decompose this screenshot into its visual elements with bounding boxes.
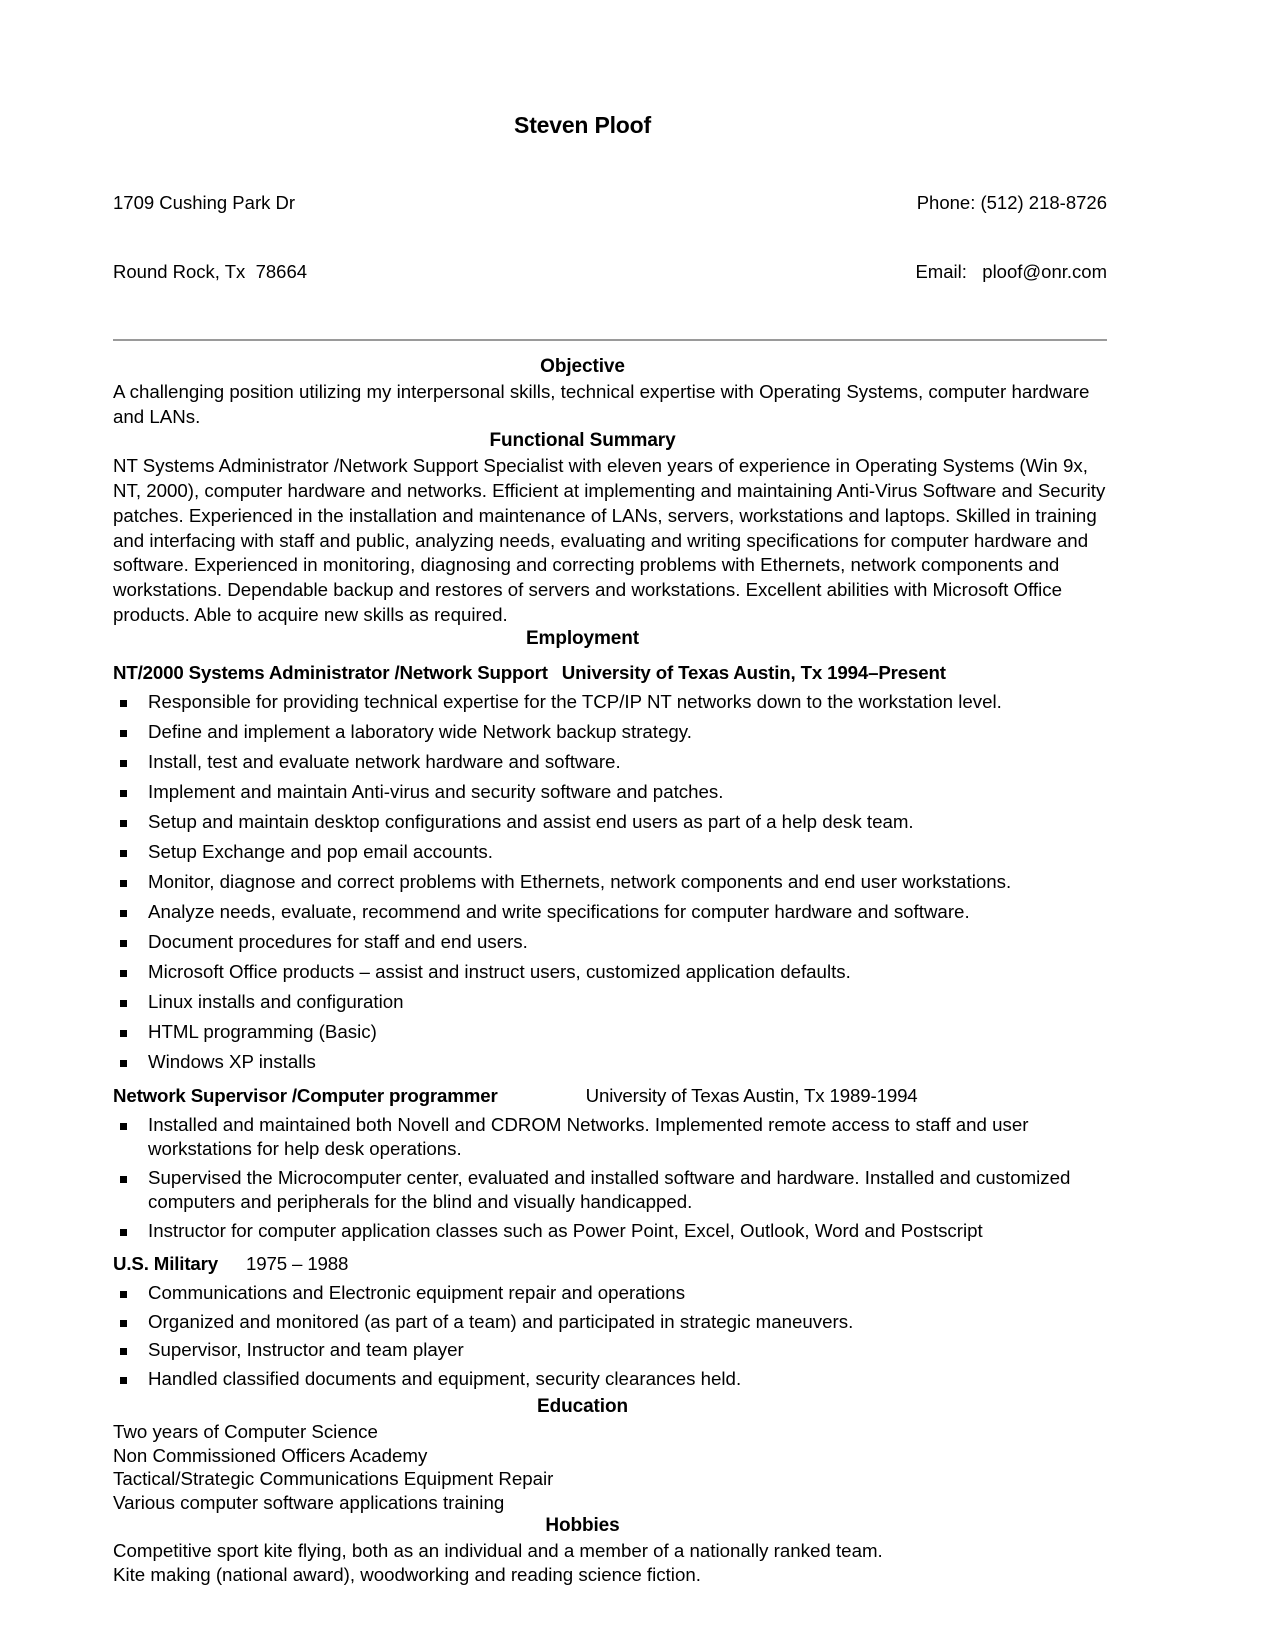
list-item: HTML programming (Basic) — [113, 1020, 1107, 1045]
list-item: Windows XP installs — [113, 1050, 1107, 1075]
employment-jobs — [113, 662, 1107, 1391]
job-heading — [113, 662, 1107, 684]
header-divider — [113, 339, 1107, 341]
job-organization: University of Texas Austin, Tx 1989-1994 — [585, 1084, 918, 1106]
list-item: Installed and maintained both Novell and CDROM Networks. Implemented remote access to staff and user workstations for help desk operations. — [113, 1113, 1107, 1162]
list-item: Monitor, diagnose and correct problems with Ethernets, network components and end user workstations. — [113, 870, 1107, 895]
list-item: Responsible for providing technical expertise for the TCP/IP NT networks down to the workstation level. — [113, 690, 1107, 715]
job-title: Network Supervisor /Computer programmer — [113, 1084, 498, 1106]
hobbies-lines — [113, 1539, 1107, 1586]
text-line: Two years of Computer Science — [113, 1421, 378, 1443]
hobbies-heading: Hobbies — [545, 1515, 620, 1537]
list-item: Implement and maintain Anti-virus and security software and patches. — [113, 780, 1107, 805]
list-item: Define and implement a laboratory wide Network backup strategy. — [113, 720, 1107, 745]
hobbies-section — [113, 1514, 1107, 1586]
list-item: Supervised the Microcomputer center, evaluated and installed software and hardware. Installed and customized computers and peripherals for the blind and visually handicapped. — [113, 1166, 1107, 1215]
education-heading: Education — [537, 1396, 628, 1418]
text-line: Various computer software applications training — [113, 1491, 505, 1513]
list-item: Supervisor, Instructor and team player — [113, 1338, 1107, 1363]
address-block — [113, 145, 307, 329]
list-item: Document procedures for staff and end users. — [113, 930, 1107, 955]
list-item: Communications and Electronic equipment repair and operations — [113, 1281, 1107, 1306]
contact-block — [113, 145, 1107, 329]
list-item: Analyze needs, evaluate, recommend and write specifications for computer hardware and software. — [113, 900, 1107, 925]
job-heading — [113, 1253, 1107, 1275]
address-line-1: 1709 Cushing Park Dr — [113, 192, 296, 213]
objective-heading: Objective — [540, 356, 625, 377]
functional-summary-heading: Functional Summary — [489, 430, 676, 452]
phone-text: Phone: (512) 218-8726 — [916, 192, 1107, 213]
job-bullet-list — [113, 690, 1107, 1075]
education-section — [113, 1395, 1107, 1514]
text-line: Competitive sport kite flying, both as an individual and a member of a nationally ranked team. — [113, 1540, 883, 1562]
job-bullet-list — [113, 1113, 1107, 1244]
employment-heading: Employment — [525, 628, 640, 650]
education-lines — [113, 1420, 1107, 1514]
functional-summary-section — [113, 429, 1107, 627]
job-heading — [113, 1085, 1107, 1107]
job-organization: 1975 – 1988 — [246, 1253, 349, 1275]
email-text: Email: ploof@onr.com — [915, 261, 1107, 282]
job-title: U.S. Military — [113, 1253, 219, 1275]
list-item: Install, test and evaluate network hardware and software. — [113, 750, 1107, 775]
address-line-2: Round Rock, Tx 78664 — [113, 261, 308, 282]
resume-header — [113, 112, 1107, 329]
job-bullet-list — [113, 1281, 1107, 1391]
objective-section — [113, 355, 1107, 429]
text-line: Kite making (national award), woodworking and reading science fiction. — [113, 1563, 701, 1585]
list-item: Handled classified documents and equipment, security clearances held. — [113, 1367, 1107, 1392]
list-item: Organized and monitored (as part of a team) and participated in strategic maneuvers. — [113, 1310, 1107, 1335]
job-organization: University of Texas Austin, Tx 1994–Present — [561, 662, 946, 684]
list-item: Microsoft Office products – assist and instruct users, customized application defaults. — [113, 960, 1107, 985]
page-title: Steven Ploof — [514, 112, 651, 138]
list-item: Setup Exchange and pop email accounts. — [113, 840, 1107, 865]
list-item: Linux installs and configuration — [113, 990, 1107, 1015]
list-item: Setup and maintain desktop configurations and assist end users as part of a help desk team. — [113, 810, 1107, 835]
employment-section — [113, 627, 1107, 1391]
contact-details — [915, 145, 1107, 329]
list-item: Instructor for computer application classes such as Power Point, Excel, Outlook, Word and Postscript — [113, 1219, 1107, 1244]
functional-summary-text: NT Systems Administrator /Network Support Specialist with eleven years of experience in Operating Systems (Win 9x, NT, 2000), computer hardware and networks. Efficient at implementing and maintaining Anti-Virus Software and Security patches. Experienced in the installation and maintenance of LANs, servers, workstations and laptops. Skilled in training and interfacing with staff and public, analyzing needs, evaluating and writing specifications for computer hardware and software. Experienced in monitoring, diagnosing and correcting problems with Ethernets, network components and workstations. Dependable backup and restores of servers and workstations. Excellent abilities with Microsoft Office products. Able to acquire new skills as required. — [113, 455, 1106, 625]
text-line: Tactical/Strategic Communications Equipment Repair — [113, 1468, 554, 1490]
objective-text: A challenging position utilizing my interpersonal skills, technical expertise with Operating Systems, computer hardware and LANs. — [113, 381, 1090, 427]
job-title: NT/2000 Systems Administrator /Network Support — [113, 662, 548, 684]
text-line: Non Commissioned Officers Academy — [113, 1444, 428, 1466]
